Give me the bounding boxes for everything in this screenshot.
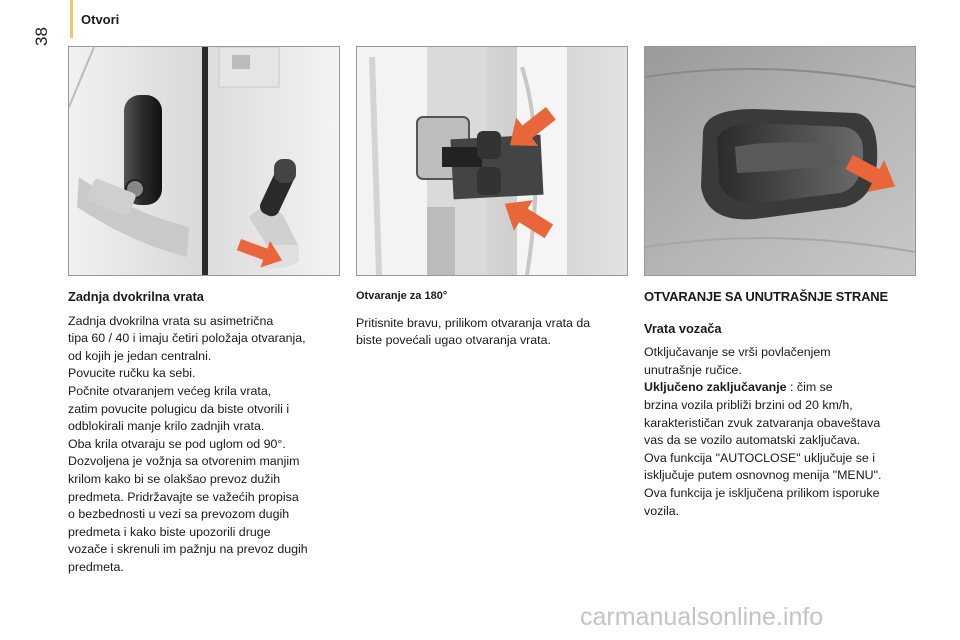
driver-door-heading: Vrata vozača xyxy=(644,320,722,336)
text-line: vozače i skrenuli im pažnju na prevoz dugih xyxy=(68,542,308,557)
opening-180-heading: Otvaranje za 180° xyxy=(356,290,448,302)
text-line: predmeta. xyxy=(68,559,124,574)
autoclose-term-rest: : čim se xyxy=(786,380,833,395)
text-line: karakterističan zvuk zatvaranja obaveštava xyxy=(644,415,881,430)
rear-doors-text xyxy=(68,313,343,577)
text-line: krilom kako bi se olakšao prevoz dužih xyxy=(68,471,281,486)
text-line: vas da se vozilo automatski zaključava. xyxy=(644,433,861,448)
text-line: isključuje putem osnovnog menija "MENU". xyxy=(644,468,882,483)
text-line: Povucite ručku ka sebi. xyxy=(68,366,196,381)
rear-door-handle-photo xyxy=(68,46,340,276)
text-line: zatim povucite polugicu da biste otvorili i xyxy=(68,401,290,416)
text-line: brzina vozila približi brzini od 20 km/h, xyxy=(644,397,853,412)
text-line: Ova funkcija "AUTOCLOSE" uključuje se i xyxy=(644,450,875,465)
text-line: Zadnja dvokrilna vrata su asimetrična xyxy=(68,313,274,328)
text-line: Pritisnite bravu, prilikom otvaranja vrata da xyxy=(356,315,591,330)
text-line: predmeta. Pridržavajte se važećih propisa xyxy=(68,489,299,504)
text-line: Otključavanje se vrši povlačenjem xyxy=(644,345,831,360)
text-line: unutrašnje ručice. xyxy=(644,362,742,377)
text-line: vozila. xyxy=(644,503,680,518)
autoclose-term: Uključeno zaključavanje xyxy=(644,380,787,395)
interior-opening-title: OTVARANJE SA UNUTRAŠNJE STRANE xyxy=(644,289,888,304)
section-title: Otvori xyxy=(81,12,120,27)
text-line: Ova funkcija je isključena prilikom isporuke xyxy=(644,485,880,500)
text-line: od kojih je jedan centralni. xyxy=(68,348,212,363)
text-line: o bezbednosti u vezi sa prevozom dugih xyxy=(68,507,290,522)
opening-180-column xyxy=(356,288,631,350)
rear-doors-column xyxy=(68,288,343,577)
interior-opening-column xyxy=(644,288,919,520)
watermark: carmanualsonline.info xyxy=(580,603,824,631)
text-line: Dozvoljena je vožnja sa otvorenim manjim xyxy=(68,454,300,469)
rear-doors-heading: Zadnja dvokrilna vrata xyxy=(68,289,204,304)
interior-handle-photo xyxy=(644,46,916,276)
text-line: biste povećali ugao otvaranja vrata. xyxy=(356,333,551,348)
text-line: Oba krila otvaraju se pod uglom od 90°. xyxy=(68,436,286,451)
page-number: 38 xyxy=(32,27,51,46)
text-line: predmeta i kako biste upozorili druge xyxy=(68,524,271,539)
text-line xyxy=(644,379,919,397)
text-line: tipa 60 / 40 i imaju četiri položaja otvaranja, xyxy=(68,331,306,346)
header-accent-bar xyxy=(70,0,73,38)
text-line: Počnite otvaranjem većeg krila vrata, xyxy=(68,383,272,398)
hinge-arrows-photo xyxy=(356,46,628,276)
text-line: odblokirali manje krilo zadnjih vrata. xyxy=(68,419,265,434)
